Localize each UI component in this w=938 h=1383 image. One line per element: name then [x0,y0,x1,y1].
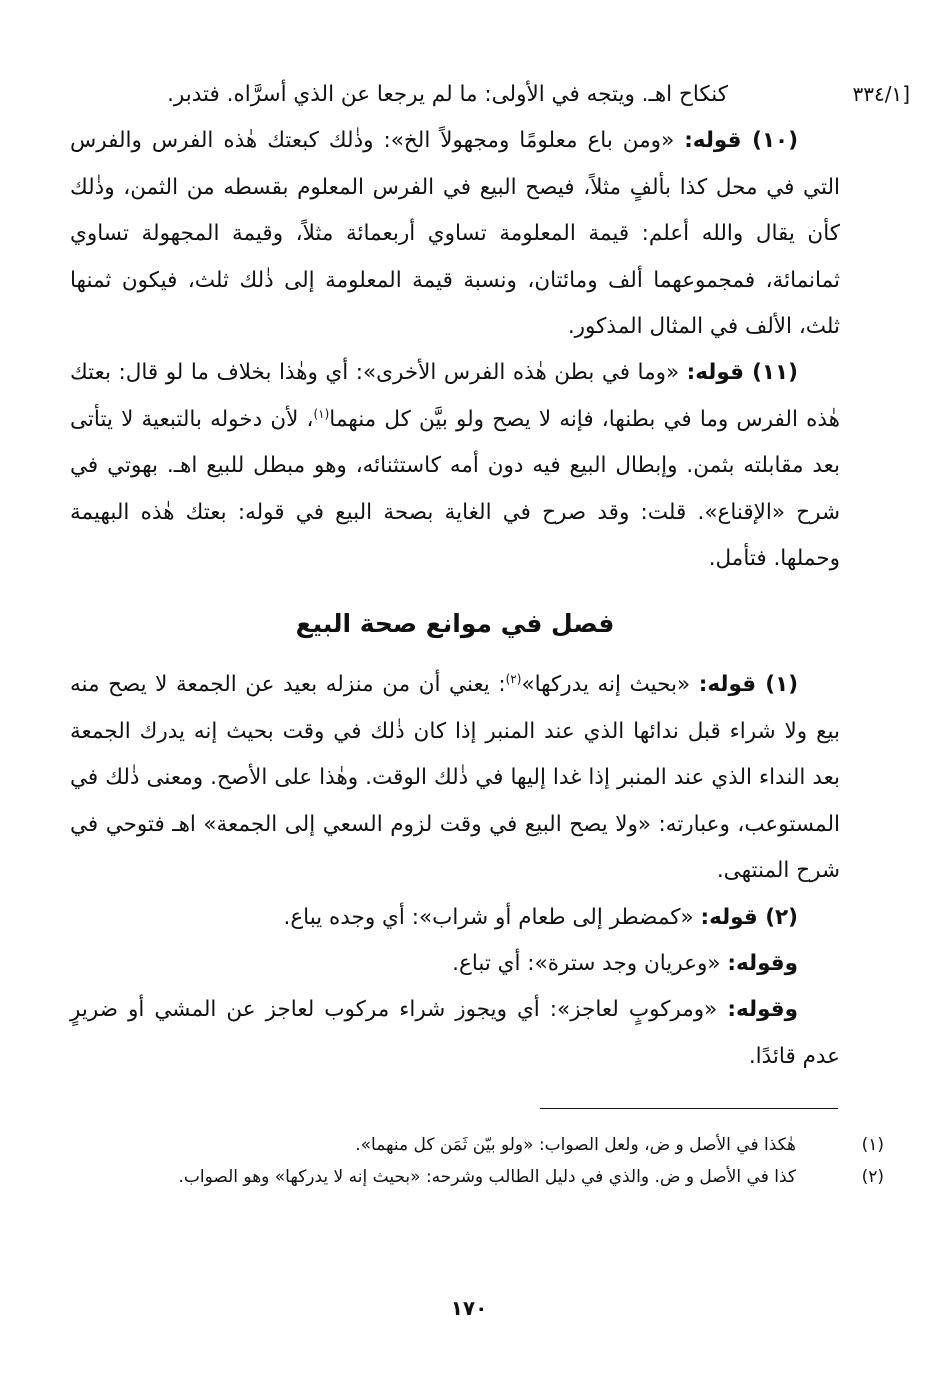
paragraph-text: : يعني أن من منزله بعيد عن الجمعة لا يصح منه بيع ولا شراء قبل ندائها الذي عند المنبر إذا كان ذٰلك في وقت بحيث إنه يدرك الجمعة بعد النداء الذي عند المنبر إذا غدا إليها في ذٰلك الوقت. وهٰذا على الأصح. ومعنى ذٰلك في المستوعب، وعبارته: «ولا يصح البيع في وقت لزوم السعي إلى الجمعة» اهـ فتوحي في شرح المنتهى. [70,672,840,884]
paragraph-continuation [70,72,840,118]
footnote-ref: (٢) [505,672,522,687]
footnote-number: (١) [861,1135,884,1155]
footnote-text: هٰكذا في الأصل و ض، ولعل الصواب: «ولو بيّن ثَمَن كل منهما». [355,1135,796,1155]
paragraph-10 [70,118,840,350]
paragraph-11 [70,350,840,582]
section-heading: فصل في موانع صحة البيع [295,609,615,639]
paragraph-text: كنكاح اهـ. ويتجه في الأولى: ما لم يرجعا عن الذي أسرَّاه. فتدبر. [167,82,728,107]
section-paragraph-4 [70,987,840,1080]
footnote-divider [540,1108,838,1109]
paragraph-label: (١١) قوله: [686,360,798,386]
footnotes [70,1130,884,1194]
volume-page-reference: [٣٣٤/١ [852,82,910,106]
section-paragraph-3 [70,941,840,987]
paragraph-text: ، لأن دخوله بالتبعية لا يتأتى بعد مقابلته بثمن. وإبطال البيع فيه دون أمه كاستثنائه، وهو مبطل للبيع اهـ. بهوتي في شرح «الإقناع». قلت: وقد صرح في الغاية بصحة البيع في قوله: بعتك هٰذه البهيمة وحملها. فتأمل. [70,406,840,572]
footnote-text: كذا في الأصل و ض. والذي في دليل الطالب وشرحه: «بحيث إنه لا يدركها» وهو الصواب. [178,1167,796,1187]
paragraph-label: (١٠) قوله: [684,128,799,154]
paragraph-text: «بحيث إنه يدركها» [521,672,699,698]
paragraph-text: «وعريان وجد سترة»: أي تباع. [452,950,728,976]
section-paragraph-1 [70,662,840,894]
page-number: ١٧٠ [450,1296,488,1320]
paragraph-label: (٢) قوله: [700,904,798,930]
paragraph-label: وقوله: [727,997,798,1023]
footnote-number: (٢) [861,1167,884,1187]
footnote-1 [70,1130,884,1160]
paragraph-text: «كمضطر إلى طعام أو شراب»: أي وجده يباع. [283,904,701,930]
section-paragraph-2 [70,895,840,941]
main-text [70,72,840,1080]
footnote-ref: (١) [313,406,330,421]
paragraph-label: وقوله: [727,950,798,976]
paragraph-text: «وما في بطن هٰذه الفرس الأخرى»: أي وهٰذا بخلاف ما لو قال: بعتك هٰذه الفرس وما في بطنها، فإنه لا يصح ولو بيَّن كل منهما [70,360,840,432]
paragraph-label: (١) قوله: [698,672,799,698]
paragraph-text: «ومركوبٍ لعاجز»: أي ويجوز شراء مركوب لعاجز عن المشي أو ضريرٍ عدم قائدًا. [70,997,840,1069]
paragraph-text: «ومن باع معلومًا ومجهولاً الخ»: وذٰلك كبعتك هٰذه الفرس والفرس التي في محل كذا بألفٍ مثلاً، فيصح البيع في الفرس المعلوم بقسطه من الثمن، وذٰلك كأن يقال والله أعلم: قيمة المعلومة تساوي أربعمائة مثلاً، وقيمة المجهولة تساوي ثمانمائة، فمجموعهما ألف ومائتان، ونسبة قيمة المعلومة إلى ذٰلك ثلث، فيكون ثمنها ثلث، الألف في المثال المذكور. [70,128,840,340]
footnote-2 [70,1162,884,1192]
